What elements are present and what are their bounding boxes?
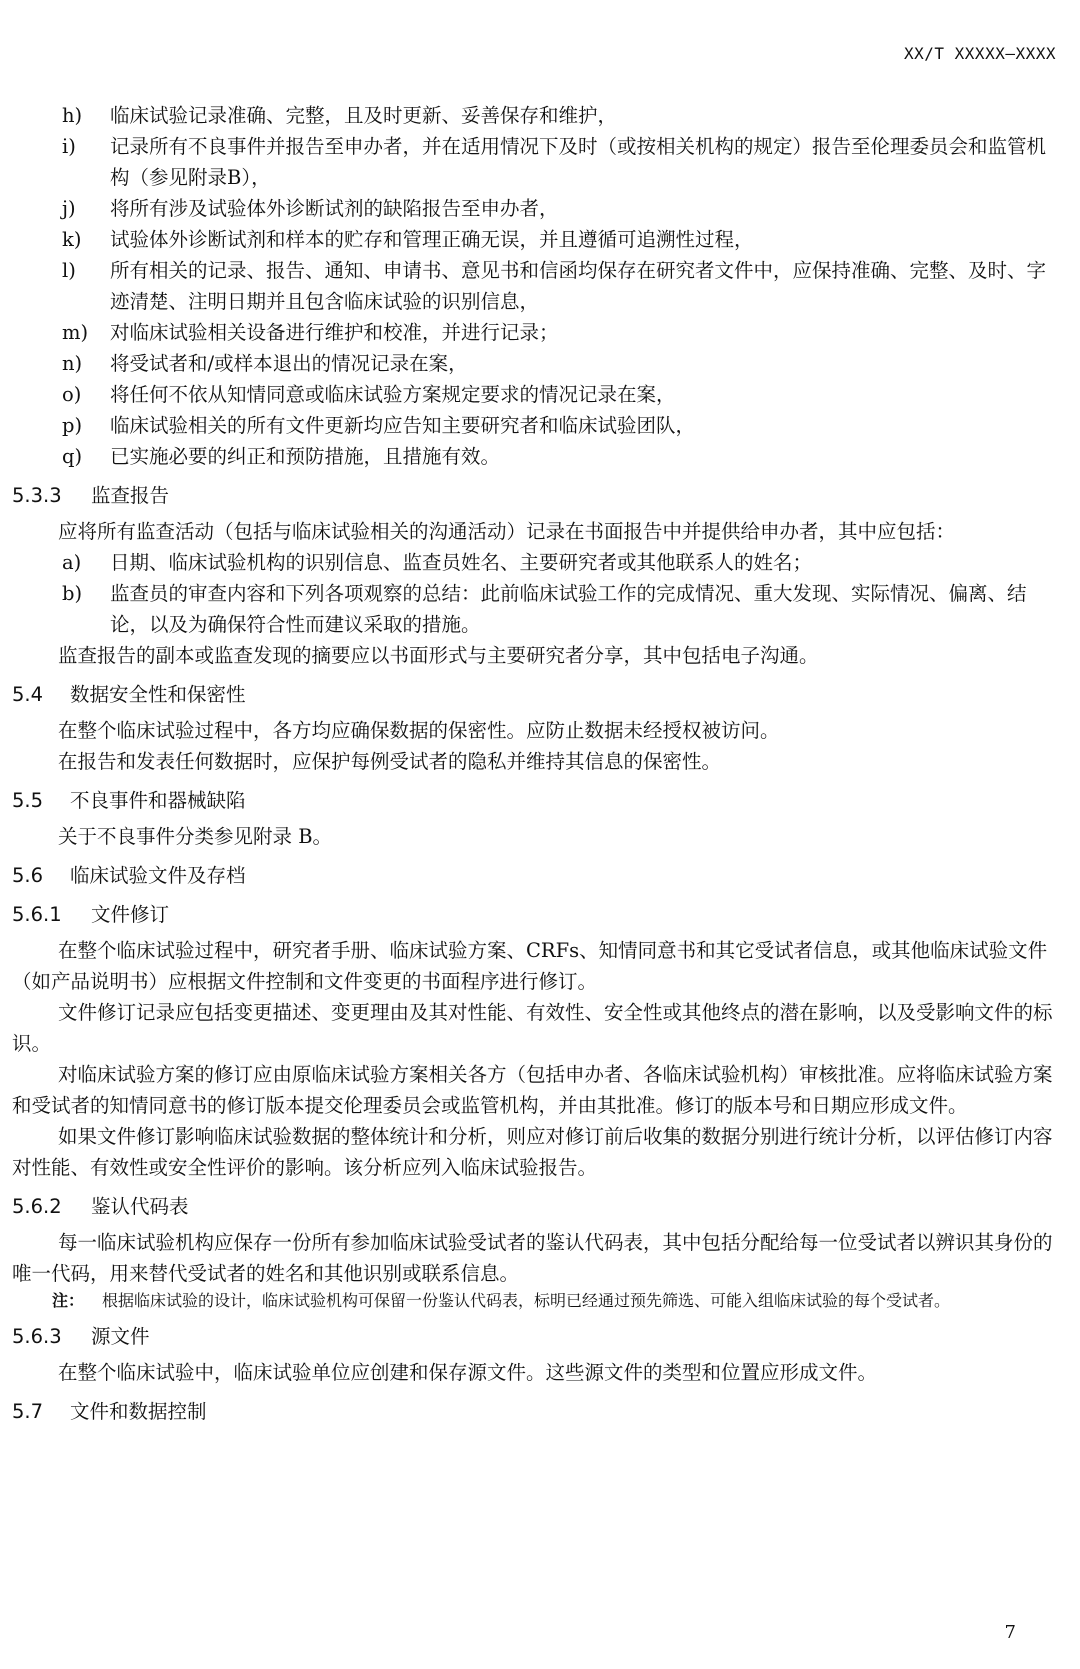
paragraph: 在整个临床试验过程中，研究者手册、临床试验方案、CRFs、知情同意书和其它受试者信息，或其他临床试验文件（如产品说明书）应根据文件控制和文件变更的书面程序进行修订。 xyxy=(12,939,1048,993)
paragraph: 文件修订记录应包括变更描述、变更理由及其对性能、有效性、安全性或其他终点的潜在影响，以及受影响文件的标识。 xyxy=(12,1001,1053,1055)
paragraph: 应将所有监查活动（包括与临床试验相关的沟通活动）记录在书面报告中并提供给申办者，其中应包括： xyxy=(58,520,956,543)
paragraph: 如果文件修订影响临床试验数据的整体统计和分析，则应对修订前后收集的数据分别进行统计分析，以评估修订内容对性能、有效性或安全性评价的影响。该分析应列入临床试验报告。 xyxy=(12,1125,1053,1179)
section-title: 鉴认代码表 xyxy=(91,1195,189,1218)
list-item xyxy=(12,131,1058,193)
note xyxy=(12,1289,1058,1313)
list-label: k) xyxy=(62,228,82,251)
section-heading-5-7 xyxy=(12,1397,1058,1427)
list-label: b) xyxy=(62,582,83,605)
list-text: 试验体外诊断试剂和样本的贮存和管理正确无误，并且遵循可追溯性过程， xyxy=(110,228,754,251)
section-title: 监查报告 xyxy=(91,484,170,507)
paragraph: 在整个临床试验中，临床试验单位应创建和保存源文件。这些源文件的类型和位置应形成文件。 xyxy=(58,1361,878,1384)
section-number: 5.5 xyxy=(12,789,44,812)
list-text: 记录所有不良事件并报告至申办者，并在适用情况下及时（或按相关机构的规定）报告至伦理委员会和监管机构（参见附录B）， xyxy=(110,135,1047,189)
paragraph: 在报告和发表任何数据时，应保护每例受试者的隐私并维持其信息的保密性。 xyxy=(58,750,722,773)
section-number: 5.6 xyxy=(12,864,44,887)
list-h-q xyxy=(12,100,1058,472)
list-item xyxy=(12,410,1058,441)
list-item xyxy=(12,547,1058,578)
list-text: 所有相关的记录、报告、通知、申请书、意见书和信函均保存在研究者文件中，应保持准确、完整、及时、字迹清楚、注明日期并且包含临床试验的识别信息， xyxy=(110,259,1047,313)
section-title: 源文件 xyxy=(91,1325,150,1348)
list-label: i) xyxy=(62,135,76,158)
list-text: 临床试验记录准确、完整，且及时更新、妥善保存和维护， xyxy=(110,104,618,127)
list-item xyxy=(12,255,1058,317)
list-item xyxy=(12,193,1058,224)
list-label: j) xyxy=(62,197,76,220)
section-number: 5.7 xyxy=(12,1400,44,1423)
list-item xyxy=(12,379,1058,410)
paragraph: 关于不良事件分类参见附录 B。 xyxy=(58,825,333,848)
paragraph: 对临床试验方案的修订应由原临床试验方案相关各方（包括申办者、各临床试验机构）审核批准。应将临床试验方案和受试者的知情同意书的修订版本提交伦理委员会或监管机构，并由其批准。修订的版本号和日期应形成文件。 xyxy=(12,1063,1053,1117)
list-label: p) xyxy=(62,414,83,437)
section-heading-5-5 xyxy=(12,786,1058,816)
list-item xyxy=(12,348,1058,379)
list-text: 将受试者和/或样本退出的情况记录在案， xyxy=(110,352,468,375)
list-text: 临床试验相关的所有文件更新均应告知主要研究者和临床试验团队， xyxy=(110,414,696,437)
section-heading-5-6-1 xyxy=(12,900,1058,930)
list-label: l) xyxy=(62,259,76,282)
paragraph: 监查报告的副本或监查发现的摘要应以书面形式与主要研究者分享，其中包括电子沟通。 xyxy=(58,644,819,667)
section-title: 文件修订 xyxy=(91,903,170,926)
note-text: 根据临床试验的设计，临床试验机构可保留一份鉴认代码表，标明已经通过预先筛选、可能入组临床试验的每个受试者。 xyxy=(102,1291,951,1310)
section-number: 5.3.3 xyxy=(12,484,62,507)
document-code: XX/T XXXXX—XXXX xyxy=(904,44,1056,63)
section-heading-5-6-2 xyxy=(12,1192,1058,1222)
paragraph: 在整个临床试验过程中，各方均应确保数据的保密性。应防止数据未经授权被访问。 xyxy=(58,719,780,742)
page-number: 7 xyxy=(1004,1622,1016,1643)
list-text: 将任何不依从知情同意或临床试验方案规定要求的情况记录在案， xyxy=(110,383,676,406)
section-number: 5.6.1 xyxy=(12,903,62,926)
section-title: 临床试验文件及存档 xyxy=(70,864,246,887)
list-label: q) xyxy=(62,445,83,468)
list-label: a) xyxy=(62,551,82,574)
list-text: 对临床试验相关设备进行维护和校准，并进行记录； xyxy=(110,321,559,344)
list-label: m) xyxy=(62,321,89,344)
section-number: 5.6.2 xyxy=(12,1195,62,1218)
list-item xyxy=(12,317,1058,348)
list-text: 监查员的审查内容和下列各项观察的总结：此前临床试验工作的完成情况、重大发现、实际情况、偏离、结论，以及为确保符合性而建议采取的措施。 xyxy=(110,582,1027,636)
list-item xyxy=(12,224,1058,255)
section-heading-5-6-3 xyxy=(12,1322,1058,1352)
paragraph: 每一临床试验机构应保存一份所有参加临床试验受试者的鉴认代码表，其中包括分配给每一位受试者以辨识其身份的唯一代码，用来替代受试者的姓名和其他识别或联系信息。 xyxy=(12,1231,1053,1285)
list-label: h) xyxy=(62,104,83,127)
page-content xyxy=(12,100,1058,1432)
list-item xyxy=(12,578,1058,640)
list-item xyxy=(12,441,1058,472)
list-text: 将所有涉及试验体外诊断试剂的缺陷报告至申办者， xyxy=(110,197,559,220)
section-number: 5.6.3 xyxy=(12,1325,62,1348)
list-label: o) xyxy=(62,383,82,406)
note-label: 注： xyxy=(52,1291,85,1310)
list-label: n) xyxy=(62,352,83,375)
list-text: 日期、临床试验机构的识别信息、监查员姓名、主要研究者或其他联系人的姓名； xyxy=(110,551,813,574)
list-item xyxy=(12,100,1058,131)
section-title: 文件和数据控制 xyxy=(70,1400,207,1423)
section-heading-5-4 xyxy=(12,680,1058,710)
section-number: 5.4 xyxy=(12,683,44,706)
section-heading-5-3-3 xyxy=(12,481,1058,511)
section-title: 数据安全性和保密性 xyxy=(70,683,246,706)
list-text: 已实施必要的纠正和预防措施，且措施有效。 xyxy=(110,445,501,468)
section-title: 不良事件和器械缺陷 xyxy=(70,789,246,812)
section-heading-5-6 xyxy=(12,861,1058,891)
